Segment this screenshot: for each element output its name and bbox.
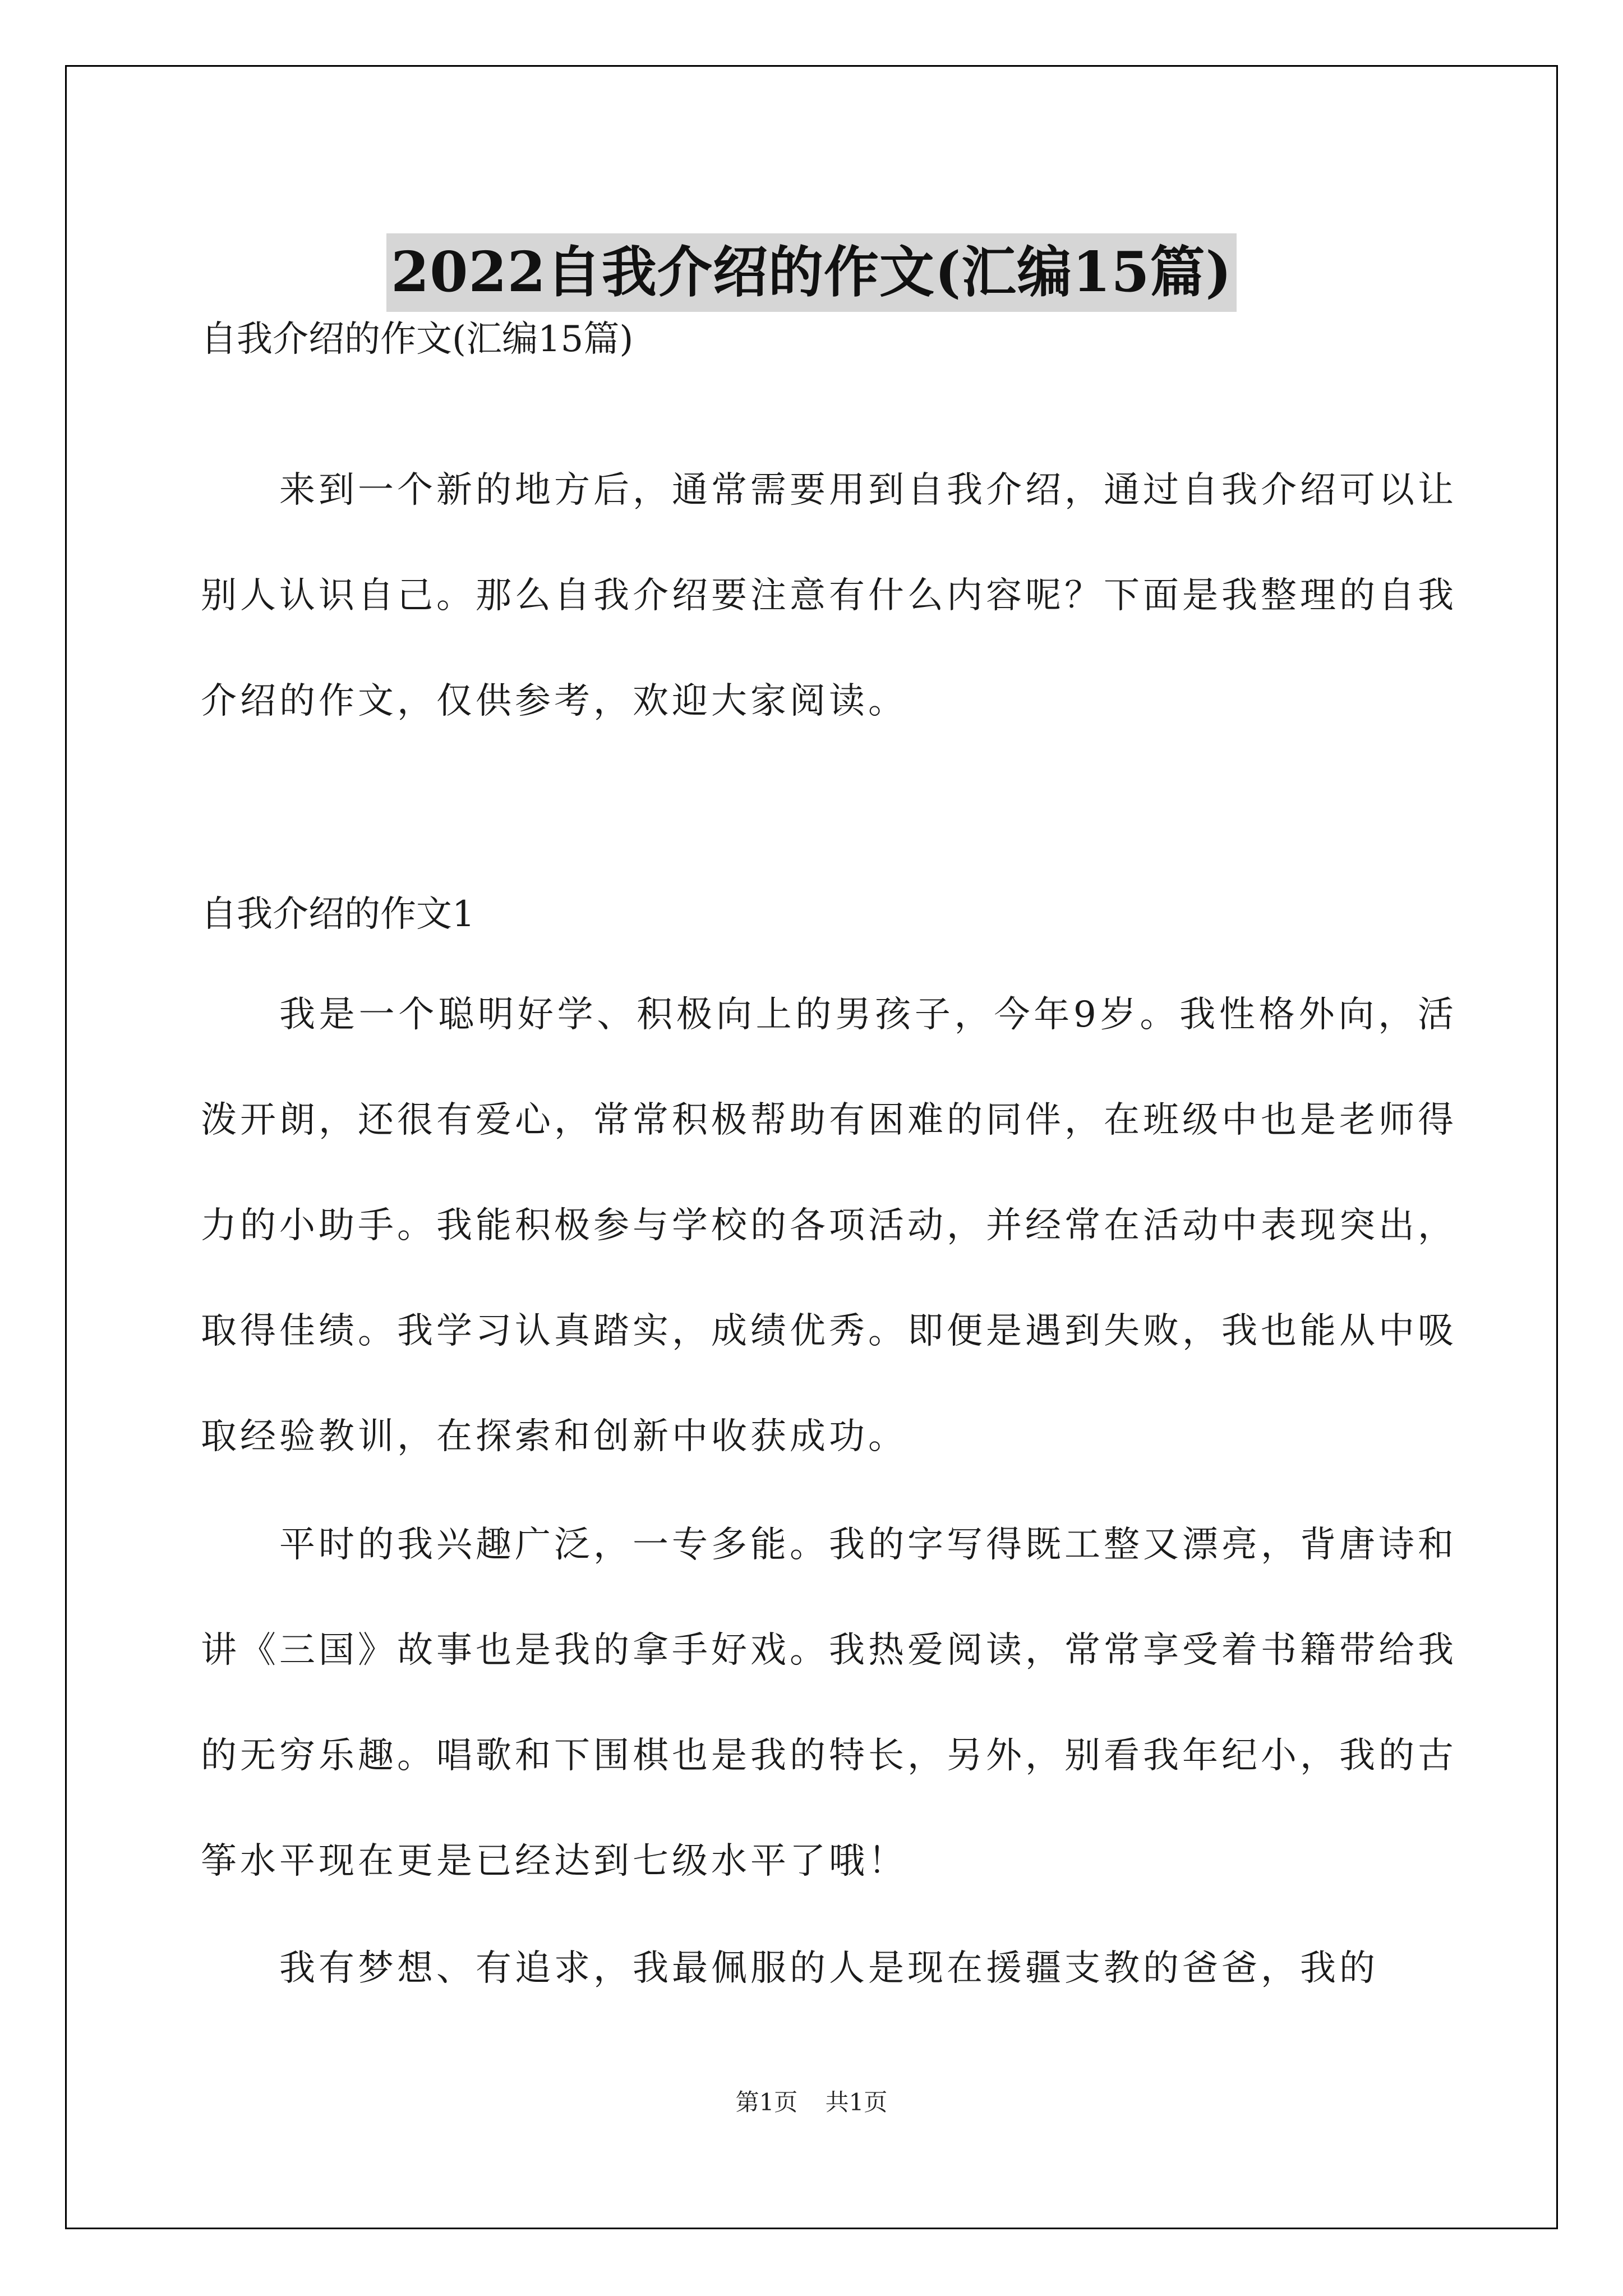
body-paragraph: 平时的我兴趣广泛，一专多能。我的字写得既工整又漂亮，背唐诗和讲《三国》故事也是我的拿手好戏。我热爱阅读，常常享受着书籍带给我的无穷乐趣。唱歌和下围棋也是我的特长，另外，别看我年纪小，我的古筝水平现在更是已经达到七级水平了哦！ [201, 1524, 1457, 1882]
page-number: 第1页 [735, 2088, 798, 2116]
body-paragraph: 我有梦想、有追求，我最佩服的人是现在援疆支教的爸爸，我的 [279, 1948, 1378, 1989]
body-paragraph: 我是一个聪明好学、积极向上的男孩子，今年9岁。我性格外向，活泼开朗，还很有爱心，常常积极帮助有困难的同伴，在班级中也是老师得力的小助手。我能积极参与学校的各项活动，并经常在活动中表现突出，取得佳绩。我学习认真踏实，成绩优秀。即便是遇到失败，我也能从中吸取经验教训，在探索和创新中收获成功。 [201, 994, 1457, 1457]
page-footer [0, 2086, 1623, 2119]
intro-paragraph: 来到一个新的地方后，通常需要用到自我介绍，通过自我介绍可以让别人认识自己。那么自我介绍要注意有什么内容呢？下面是我整理的自我介绍的作文，仅供参考，欢迎大家阅读。 [201, 470, 1457, 722]
page-count: 共1页 [825, 2088, 888, 2116]
document-subtitle: 自我介绍的作文(汇编15篇) [201, 319, 634, 360]
section-heading: 自我介绍的作文1 [201, 894, 475, 935]
document-title: 2022自我介绍的作文(汇编15篇) [386, 233, 1237, 312]
